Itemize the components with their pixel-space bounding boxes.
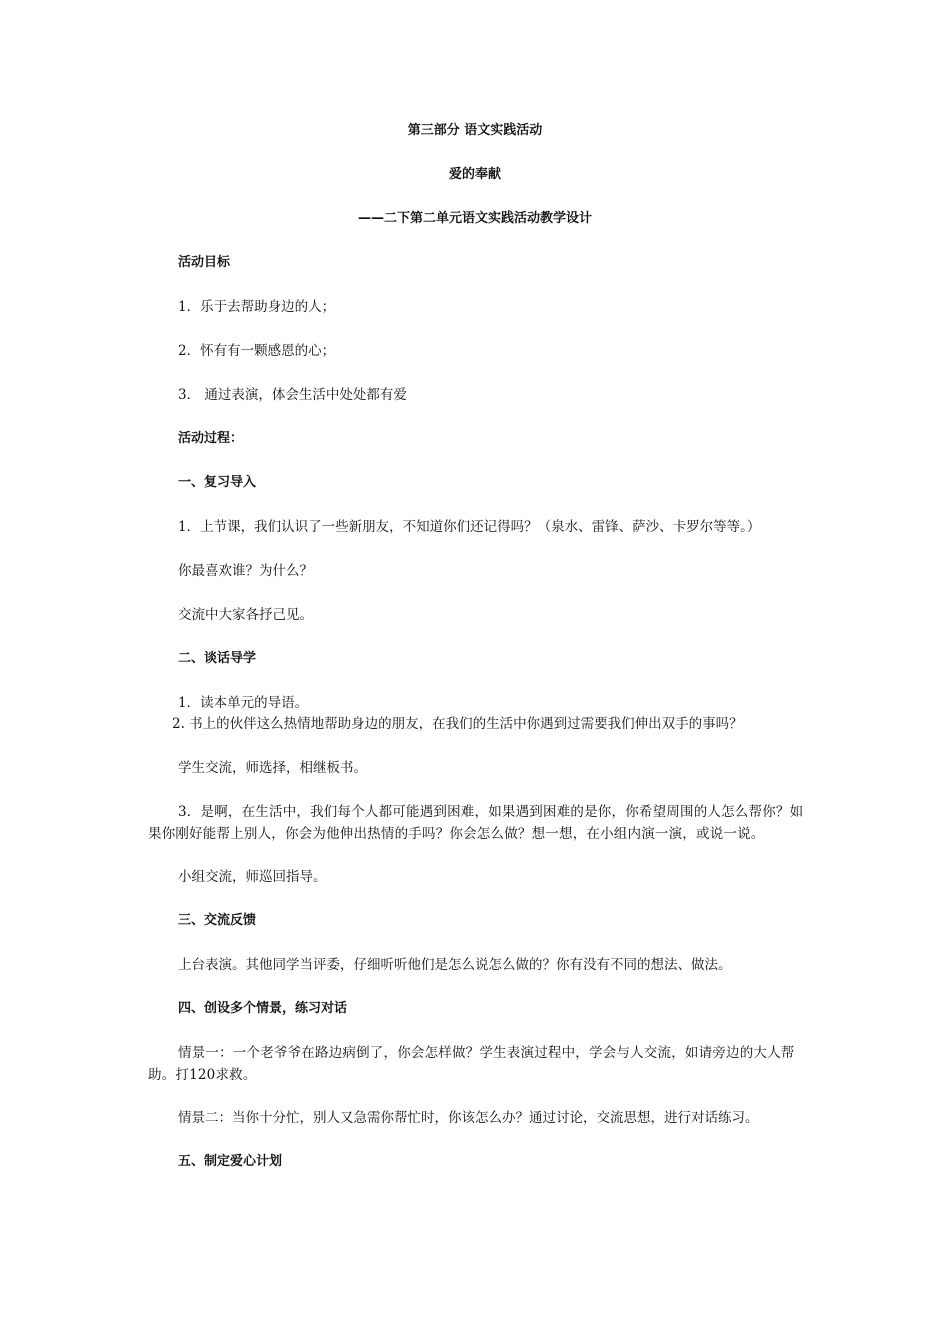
document-subtitle: ——二下第二单元语文实践活动教学设计 bbox=[357, 211, 592, 226]
section-line: 小组交流，师巡回指导。 bbox=[178, 869, 327, 885]
section-paragraph: 3．是啊，在生活中，我们每个人都可能遇到困难，如果遇到困难的是你，你希望周围的人怎么帮你？如果你刚好能帮上别人，你会为他伸出热情的手吗？你会怎么做？想一想，在小组内演一演，或说一说。 bbox=[148, 804, 804, 842]
section-heading: 三、交流反馈 bbox=[178, 913, 257, 928]
part-heading: 第三部分 语文实践活动 bbox=[407, 123, 543, 138]
process-heading: 活动过程： bbox=[178, 431, 244, 446]
section-line: 1．上节课，我们认识了一些新朋友，不知道你们还记得吗？（泉水、雷锋、萨沙、卡罗尔等等。） bbox=[178, 519, 761, 535]
section-line: 上台表演。其他同学当评委，仔细听听他们是怎么说怎么做的？你有没有不同的想法、做法。 bbox=[178, 957, 732, 973]
section-heading: 一、复习导入 bbox=[178, 475, 257, 490]
document-title: 爱的奉献 bbox=[448, 167, 501, 182]
goal-item: 3． 通过表演，体会生活中处处都有爱 bbox=[178, 387, 407, 403]
section-line: 学生交流，师选择，相继板书。 bbox=[178, 760, 367, 776]
section-line: 交流中大家各抒己见。 bbox=[178, 607, 313, 623]
section-line: 你最喜欢谁？为什么？ bbox=[178, 563, 313, 579]
section-line: 2. 书上的伙伴这么热情地帮助身边的朋友，在我们的生活中你遇到过需要我们伸出双手的事吗？ bbox=[172, 716, 743, 732]
goals-heading: 活动目标 bbox=[178, 255, 231, 270]
section-line: 情景二：当你十分忙，别人又急需你帮忙时，你该怎么办？通过讨论，交流思想，进行对话练习。 bbox=[178, 1110, 759, 1126]
section-heading: 四、创设多个情景，练习对话 bbox=[178, 1001, 348, 1016]
section-line: 1．读本单元的导语。 bbox=[178, 695, 309, 711]
goal-item: 2．怀有有一颗感恩的心； bbox=[178, 343, 336, 359]
section-heading: 二、谈话导学 bbox=[178, 651, 257, 666]
section-heading: 五、制定爱心计划 bbox=[178, 1154, 283, 1169]
section-paragraph: 情景一：一个老爷爷在路边病倒了，你会怎样做？学生表演过程中，学会与人交流，如请旁边的大人帮助。打120求救。 bbox=[148, 1045, 795, 1083]
goal-item: 1．乐于去帮助身边的人； bbox=[178, 299, 336, 315]
